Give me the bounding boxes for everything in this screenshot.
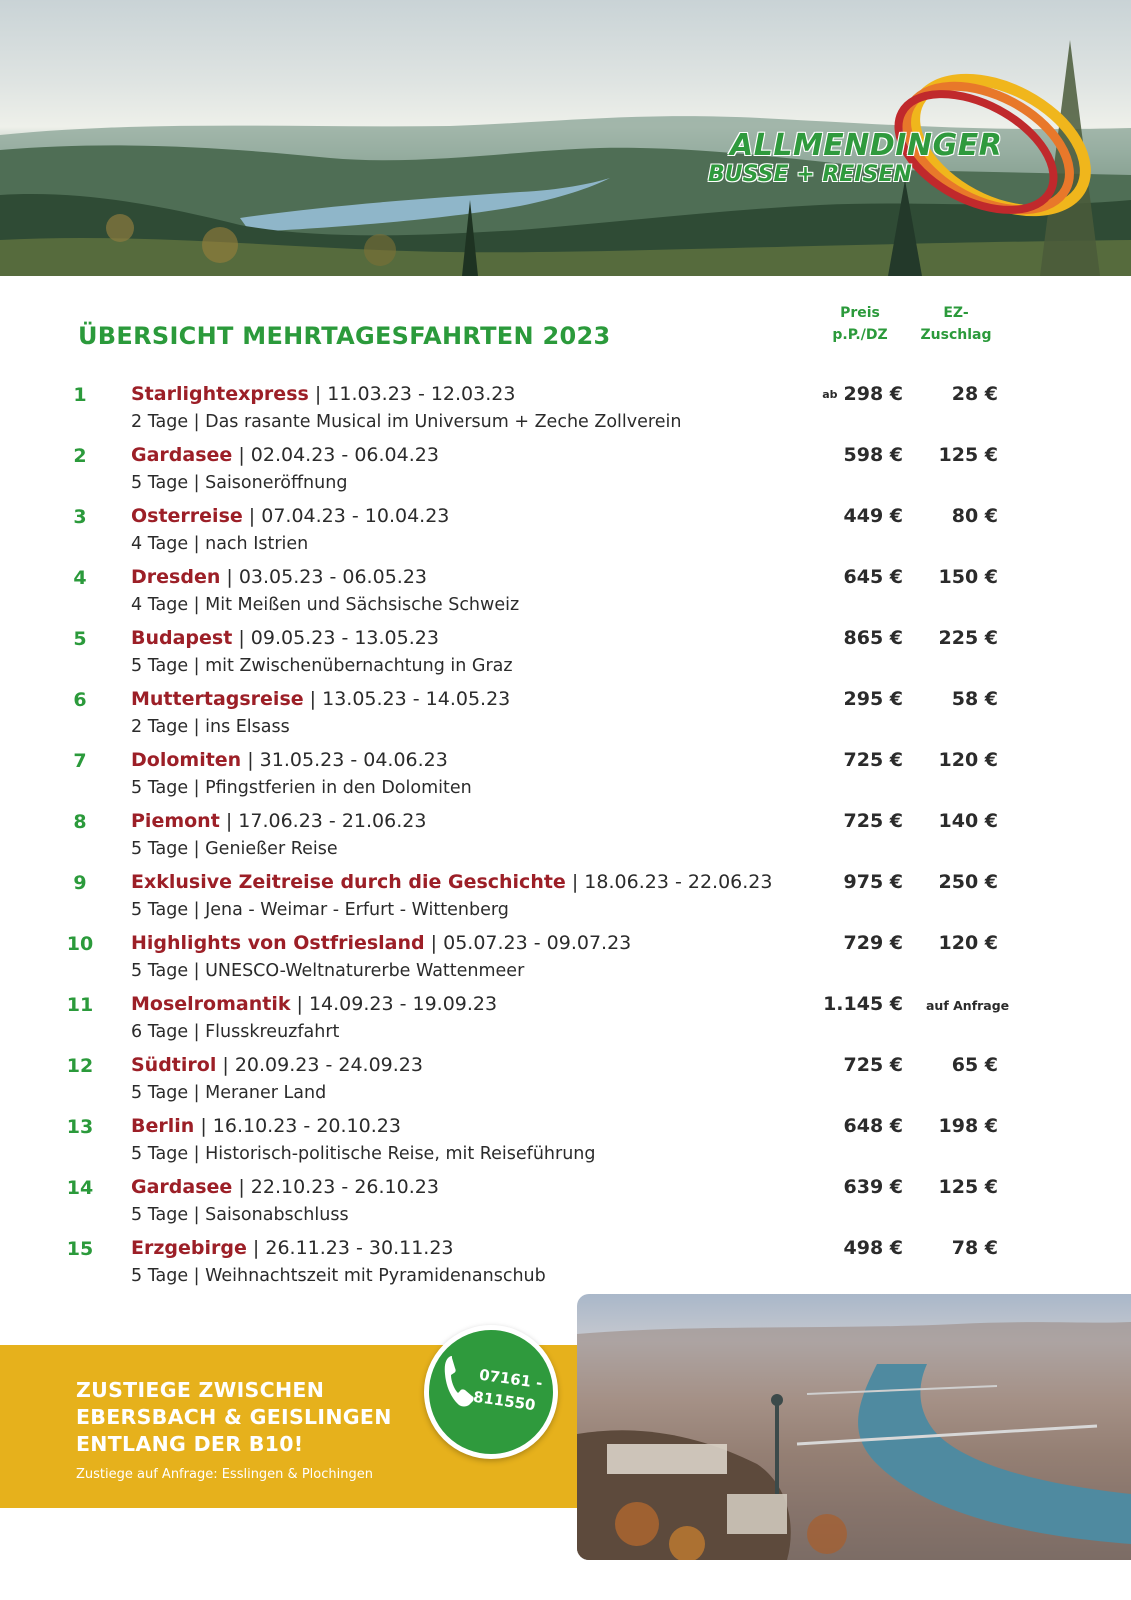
price-value: 639 € <box>843 1176 903 1198</box>
trip-price <box>844 444 904 466</box>
trip-number: 4 <box>73 567 87 589</box>
trip-price <box>844 627 904 649</box>
trip-price <box>844 505 904 527</box>
trip-ez-surcharge: 198 € <box>938 1115 998 1137</box>
trip-name: Starlightexpress <box>131 383 309 405</box>
trip-title-line <box>131 383 515 405</box>
ez-column-header <box>916 302 996 346</box>
trip-row <box>0 807 1131 868</box>
trip-title-line <box>131 627 439 649</box>
trip-list <box>0 380 1131 1295</box>
trip-ez-surcharge: 65 € <box>951 1054 998 1076</box>
trip-number: 3 <box>73 506 87 528</box>
trip-info: 5 Tage | Saisoneröffnung <box>131 473 348 493</box>
trip-number: 15 <box>66 1238 94 1260</box>
trip-dates: | 17.06.23 - 21.06.23 <box>219 810 427 832</box>
trip-row <box>0 1112 1131 1173</box>
trip-dates: | 26.11.23 - 30.11.23 <box>246 1237 454 1259</box>
header-landscape-photo <box>0 0 1131 276</box>
price-value: 298 € <box>843 383 903 405</box>
trip-title-line <box>131 749 448 771</box>
trip-number: 12 <box>66 1055 94 1077</box>
trip-price <box>844 749 904 771</box>
company-logo <box>700 70 1110 240</box>
trip-info: 5 Tage | Weihnachtszeit mit Pyramidenanschub <box>131 1266 546 1286</box>
trip-number: 7 <box>73 750 87 772</box>
trip-info: 5 Tage | mit Zwischenübernachtung in Graz <box>131 656 513 676</box>
phone-number-part1: 07161 - <box>478 1365 544 1393</box>
trip-dates: | 03.05.23 - 06.05.23 <box>220 566 427 588</box>
price-value: 725 € <box>843 810 903 832</box>
trip-title-line <box>131 871 772 893</box>
trip-dates: | 11.03.23 - 12.03.23 <box>308 383 516 405</box>
trip-title-line <box>131 1176 439 1198</box>
trip-dates: | 22.10.23 - 26.10.23 <box>232 1176 439 1198</box>
trip-dates: | 02.04.23 - 06.04.23 <box>232 444 439 466</box>
trip-dates: | 07.04.23 - 10.04.23 <box>242 505 450 527</box>
trip-price <box>844 871 904 893</box>
trip-title-line <box>131 566 427 588</box>
logo-text-tagline: BUSSE + REISEN <box>708 162 912 187</box>
trip-title-line <box>131 810 426 832</box>
trip-name: Moselromantik <box>131 993 291 1015</box>
trip-ez-surcharge: auf Anfrage <box>926 998 1010 1013</box>
trip-price <box>844 1115 904 1137</box>
trip-number: 2 <box>73 445 87 467</box>
trip-name: Dresden <box>131 566 221 588</box>
trip-ez-surcharge: 58 € <box>951 688 998 710</box>
trip-name: Exklusive Zeitreise durch die Geschichte <box>131 871 566 893</box>
trip-dates: | 20.09.23 - 24.09.23 <box>216 1054 423 1076</box>
price-value: 295 € <box>843 688 903 710</box>
price-value: 598 € <box>843 444 903 466</box>
trip-row <box>0 1234 1131 1295</box>
price-header-line2: p.P./DZ <box>832 327 888 343</box>
trip-ez-surcharge: 150 € <box>938 566 998 588</box>
price-value: 729 € <box>843 932 903 954</box>
city-illustration <box>577 1294 1131 1560</box>
trip-name: Südtirol <box>131 1054 217 1076</box>
trip-name: Budapest <box>131 627 233 649</box>
trip-ez-surcharge: 140 € <box>938 810 998 832</box>
price-value: 648 € <box>843 1115 903 1137</box>
trip-name: Highlights von Ostfriesland <box>131 932 425 954</box>
boarding-headline-line1: ZUSTIEGE ZWISCHEN <box>76 1378 325 1402</box>
trip-row <box>0 441 1131 502</box>
trip-info: 5 Tage | Historisch-politische Reise, mit Reiseführung <box>131 1144 596 1164</box>
trip-ez-surcharge: 125 € <box>938 444 998 466</box>
boarding-note: Zustiege auf Anfrage: Esslingen & Plochingen <box>76 1467 373 1482</box>
trip-dates: | 14.09.23 - 19.09.23 <box>290 993 498 1015</box>
boarding-headline-line2: EBERSBACH & GEISLINGEN <box>76 1405 392 1429</box>
trip-title-line <box>131 444 439 466</box>
price-value: 725 € <box>843 1054 903 1076</box>
trip-name: Berlin <box>131 1115 195 1137</box>
trip-info: 4 Tage | Mit Meißen und Sächsische Schweiz <box>131 595 520 615</box>
trip-price <box>844 1237 904 1259</box>
trip-row <box>0 563 1131 624</box>
trip-price <box>844 1176 904 1198</box>
trip-row <box>0 502 1131 563</box>
trip-ez-surcharge: 225 € <box>938 627 998 649</box>
trip-title-line <box>131 1237 454 1259</box>
trip-price <box>844 932 904 954</box>
trip-price <box>844 688 904 710</box>
trip-name: Gardasee <box>131 444 233 466</box>
trip-number: 6 <box>73 689 87 711</box>
trip-dates: | 16.10.23 - 20.10.23 <box>194 1115 401 1137</box>
trip-name: Muttertagsreise <box>131 688 304 710</box>
trip-info: 5 Tage | Jena - Weimar - Erfurt - Wittenberg <box>131 900 509 920</box>
trip-ez-surcharge: 250 € <box>938 871 998 893</box>
trip-ez-surcharge: 80 € <box>951 505 998 527</box>
price-prefix: ab <box>822 388 838 401</box>
trip-title-line <box>131 1115 401 1137</box>
ez-header-line2: Zuschlag <box>920 327 992 343</box>
trip-row <box>0 1051 1131 1112</box>
trip-dates: | 31.05.23 - 04.06.23 <box>241 749 448 771</box>
trip-number: 14 <box>66 1177 94 1199</box>
trip-price <box>844 566 904 588</box>
trip-title-line <box>131 932 631 954</box>
price-value: 1.145 € <box>823 993 903 1015</box>
trip-dates: | 09.05.23 - 13.05.23 <box>232 627 439 649</box>
trip-info: 5 Tage | Pfingstferien in den Dolomiten <box>131 778 472 798</box>
price-value: 498 € <box>843 1237 903 1259</box>
trip-row <box>0 685 1131 746</box>
price-header-line1: Preis <box>840 305 880 321</box>
trip-number: 1 <box>73 384 87 406</box>
trip-name: Dolomiten <box>131 749 242 771</box>
trip-price <box>844 810 904 832</box>
trip-dates: | 05.07.23 - 09.07.23 <box>424 932 632 954</box>
trip-number: 5 <box>73 628 87 650</box>
trip-dates: | 13.05.23 - 14.05.23 <box>303 688 511 710</box>
phone-number-part2: 811550 <box>472 1387 537 1415</box>
trip-number: 11 <box>66 994 94 1016</box>
trip-info: 2 Tage | Das rasante Musical im Universum + Zeche Zollverein <box>131 412 682 432</box>
boarding-headline-line3: ENTLANG DER B10! <box>76 1432 304 1456</box>
trip-row <box>0 380 1131 441</box>
trip-info: 6 Tage | Flusskreuzfahrt <box>131 1022 340 1042</box>
trip-name: Erzgebirge <box>131 1237 247 1259</box>
trip-dates: | 18.06.23 - 22.06.23 <box>565 871 773 893</box>
trip-row <box>0 929 1131 990</box>
trip-title-line <box>131 688 510 710</box>
price-value: 725 € <box>843 749 903 771</box>
page-title: ÜBERSICHT MEHRTAGESFAHRTEN 2023 <box>78 322 611 350</box>
trip-name: Osterreise <box>131 505 243 527</box>
trip-price <box>844 1054 904 1076</box>
trip-row <box>0 624 1131 685</box>
trip-row <box>0 1173 1131 1234</box>
trip-ez-surcharge: 120 € <box>938 749 998 771</box>
trip-ez-surcharge: 28 € <box>951 383 998 405</box>
trip-row <box>0 990 1131 1051</box>
budapest-city-photo <box>577 1294 1131 1560</box>
trip-name: Piemont <box>131 810 220 832</box>
trip-number: 13 <box>66 1116 94 1138</box>
trip-number: 9 <box>73 872 87 894</box>
price-value: 865 € <box>843 627 903 649</box>
trip-info: 5 Tage | Genießer Reise <box>131 839 338 859</box>
trip-row <box>0 746 1131 807</box>
trip-row <box>0 868 1131 929</box>
trip-name: Gardasee <box>131 1176 233 1198</box>
ez-header-line1: EZ- <box>943 305 969 321</box>
logo-text-company: ALLMENDINGER <box>730 128 1003 163</box>
trip-title-line <box>131 1054 423 1076</box>
trip-ez-surcharge: 120 € <box>938 932 998 954</box>
price-column-header <box>818 302 902 346</box>
trip-number: 8 <box>73 811 87 833</box>
price-value: 975 € <box>843 871 903 893</box>
trip-info: 5 Tage | Saisonabschluss <box>131 1205 349 1225</box>
trip-number: 10 <box>66 933 94 955</box>
price-value: 645 € <box>843 566 903 588</box>
trip-info: 2 Tage | ins Elsass <box>131 717 290 737</box>
price-value: 449 € <box>843 505 903 527</box>
trip-info: 4 Tage | nach Istrien <box>131 534 309 554</box>
phone-badge[interactable] <box>424 1325 558 1459</box>
trip-title-line <box>131 993 497 1015</box>
trip-price <box>823 993 903 1015</box>
trip-info: 5 Tage | Meraner Land <box>131 1083 327 1103</box>
trip-ez-surcharge: 125 € <box>938 1176 998 1198</box>
trip-ez-surcharge: 78 € <box>951 1237 998 1259</box>
trip-price <box>822 383 903 405</box>
trip-title-line <box>131 505 449 527</box>
trip-info: 5 Tage | UNESCO-Weltnaturerbe Wattenmeer <box>131 961 525 981</box>
